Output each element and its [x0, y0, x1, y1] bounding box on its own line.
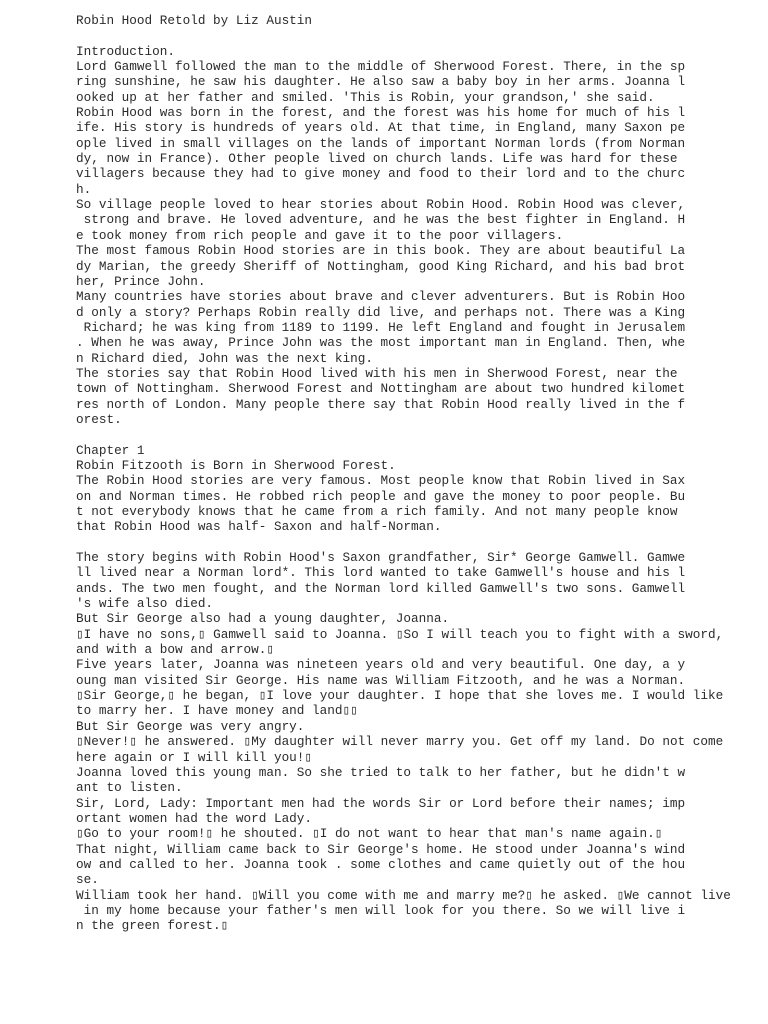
text-line: ▯I have no sons,▯ Gamwell said to Joanna. ▯So I will teach you to fight with a sword,	[76, 626, 724, 642]
text-line: strong and brave. He loved adventure, and he was the best fighter in England. H	[76, 212, 686, 228]
text-line: Robin Hood was born in the forest, and the forest was his home for much of his l	[76, 105, 686, 121]
text-line: The most famous Robin Hood stories are in this book. They are about beautiful La	[76, 243, 686, 259]
text-line: dy, now in France). Other people lived on church lands. Life was hard for these	[76, 151, 678, 167]
text-line: That night, William came back to Sir George's home. He stood under Joanna's wind	[76, 841, 686, 857]
text-line: ife. His story is hundreds of years old. At that time, in England, many Saxon pe	[76, 120, 686, 136]
text-line: . When he was away, Prince John was the most important man in England. Then, whe	[76, 335, 686, 351]
text-line: So village people loved to hear stories about Robin Hood. Robin Hood was clever,	[76, 197, 686, 213]
text-line: But Sir George also had a young daughter, Joanna.	[76, 611, 450, 627]
text-line: n the green forest.▯	[76, 918, 229, 934]
text-line: on and Norman times. He robbed rich people and gave the money to poor people. Bu	[76, 488, 686, 504]
text-line: ll lived near a Norman lord*. This lord wanted to take Gamwell's house and his l	[76, 565, 686, 581]
text-line	[76, 28, 766, 43]
text-line: The Robin Hood stories are very famous. Most people know that Robin lived in Sax	[76, 473, 686, 489]
text-line: Chapter 1	[76, 442, 145, 458]
text-line: ooked up at her father and smiled. 'This is Robin, your grandson,' she said.	[76, 89, 655, 105]
text-line: in my home because your father's men will look for you there. So we will live i	[76, 902, 686, 918]
text-line: her, Prince John.	[76, 273, 206, 289]
text-line: here again or I will kill you!▯	[76, 749, 313, 765]
text-line: and with a bow and arrow.▯	[76, 642, 274, 658]
text-line: Introduction.	[76, 43, 175, 59]
text-line: se.	[76, 872, 99, 888]
text-line: Robin Fitzooth is Born in Sherwood Forest.	[76, 457, 396, 473]
text-line: e took money from rich people and gave it to the poor villagers.	[76, 227, 564, 243]
text-line: The story begins with Robin Hood's Saxon grandfather, Sir* George Gamwell. Gamwe	[76, 550, 686, 566]
text-line: The stories say that Robin Hood lived with his men in Sherwood Forest, near the	[76, 365, 678, 381]
text-line: orest.	[76, 411, 122, 427]
text-line: William took her hand. ▯Will you come with me and marry me?▯ he asked. ▯We cannot live	[76, 887, 731, 903]
text-line: that Robin Hood was half- Saxon and half-Norman.	[76, 519, 442, 535]
text-line: t not everybody knows that he came from a rich family. And not many people know	[76, 504, 678, 519]
text-line: ant to listen.	[76, 780, 183, 796]
text-line: ▯Sir George,▯ he began, ▯I love your daughter. I hope that she loves me. I would like	[76, 688, 724, 704]
text-line: Joanna loved this young man. So she tried to talk to her father, but he didn't w	[76, 764, 686, 780]
text-line: ow and called to her. Joanna took . some clothes and came quietly out of the hou	[76, 856, 686, 872]
text-line: town of Nottingham. Sherwood Forest and Nottingham are about two hundred kilomet	[76, 381, 686, 397]
text-line	[76, 427, 766, 442]
text-line	[76, 535, 766, 550]
text-line: n Richard died, John was the next king.	[76, 350, 373, 366]
text-line: Many countries have stories about brave and clever adventurers. But is Robin Hoo	[76, 289, 686, 305]
text-line: Lord Gamwell followed the man to the middle of Sherwood Forest. There, in the sp	[76, 59, 686, 75]
text-line: Five years later, Joanna was nineteen years old and very beautiful. One day, a y	[76, 657, 686, 673]
text-line: But Sir George was very angry.	[76, 718, 305, 734]
text-line: dy Marian, the greedy Sheriff of Nottingham, good King Richard, and his bad brot	[76, 258, 686, 274]
text-line: ople lived in small villages on the lands of important Norman lords (from Norman	[76, 135, 686, 151]
text-line: ands. The two men fought, and the Norman lord killed Gamwell's two sons. Gamwell	[76, 580, 686, 596]
text-line: Richard; he was king from 1189 to 1199. He left England and fought in Jerusalem	[76, 319, 686, 335]
text-line: res north of London. Many people there say that Robin Hood really lived in the f	[76, 396, 686, 412]
text-line: 's wife also died.	[76, 596, 214, 612]
text-line: villagers because they had to give money and food to their lord and to the churc	[76, 166, 686, 182]
text-line: ▯Go to your room!▯ he shouted. ▯I do not want to hear that man's name again.▯	[76, 826, 663, 842]
text-line: h.	[76, 181, 92, 197]
text-line: ▯Never!▯ he answered. ▯My daughter will never marry you. Get off my land. Do not come	[76, 734, 724, 750]
text-line: d only a story? Perhaps Robin really did live, and perhaps not. There was a King	[76, 304, 686, 320]
text-line: ring sunshine, he saw his daughter. He also saw a baby boy in her arms. Joanna l	[76, 74, 686, 90]
text-line: Robin Hood Retold by Liz Austin	[76, 13, 313, 28]
text-line: oung man visited Sir George. His name was William Fitzooth, and he was a Norman.	[76, 672, 686, 688]
text-line: Sir, Lord, Lady: Important men had the words Sir or Lord before their names; imp	[76, 795, 686, 811]
text-line: ortant women had the word Lady.	[76, 810, 313, 826]
document-page	[76, 13, 766, 934]
text-line: to marry her. I have money and land▯▯	[76, 703, 358, 719]
